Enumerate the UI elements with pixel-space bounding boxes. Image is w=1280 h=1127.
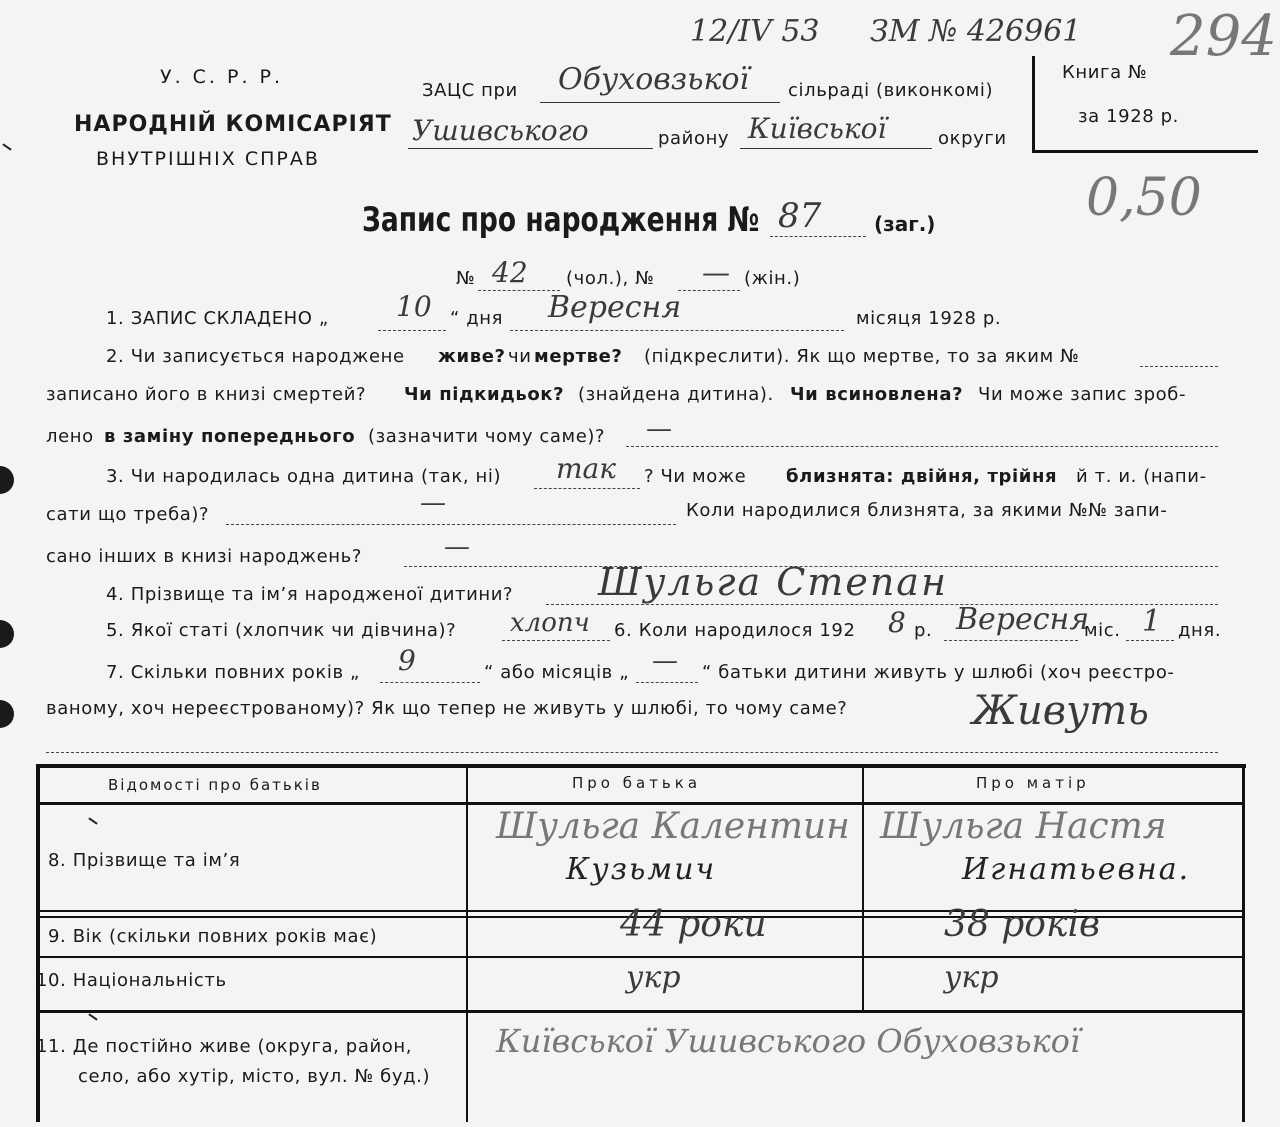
table-row-border bbox=[38, 956, 1244, 958]
residence-handwritten: Київської Ушивського Обуховзької bbox=[496, 1022, 1081, 1060]
q4-label: 4. Прізвище та ім’я народженої дитини? bbox=[106, 584, 514, 605]
mother-name-handwritten: Шульга Настя bbox=[880, 806, 1167, 847]
archive-date-note: 12/IV 53 bbox=[690, 14, 820, 49]
margin-mark bbox=[88, 817, 97, 824]
q3-line1-rest: й т. и. (напи- bbox=[1076, 466, 1207, 487]
q3-other-numbers-answer: — bbox=[444, 532, 470, 562]
row-name-label: 8. Прізвище та ім’я bbox=[48, 850, 241, 871]
table-left-border bbox=[36, 766, 40, 1122]
father-age-handwritten: 44 роки bbox=[620, 904, 767, 945]
q6-year-digit-handwritten: 8 bbox=[888, 606, 906, 639]
book-number-label: Книга № bbox=[1062, 62, 1148, 83]
record-title: Запис про народження № bbox=[362, 200, 760, 240]
father-nationality-handwritten: укр bbox=[626, 960, 681, 995]
margin-mark bbox=[2, 143, 11, 150]
table-header-mother: Про матір bbox=[976, 774, 1090, 792]
q6-day-underline bbox=[1126, 640, 1174, 641]
q3-line3-text: сано інших в книзі народжень? bbox=[46, 546, 363, 567]
council-name-handwritten: Обуховзької bbox=[558, 62, 750, 97]
q2-replacement-underline bbox=[626, 446, 1218, 447]
q7-months-handwritten: — bbox=[652, 646, 678, 676]
female-number-handwritten: — bbox=[702, 256, 730, 289]
table-header-father: Про батька bbox=[572, 774, 702, 792]
record-number-handwritten: 87 bbox=[778, 196, 822, 236]
q2-replacement-answer: — bbox=[646, 414, 672, 444]
q7-underline bbox=[46, 752, 1218, 753]
mother-age-handwritten: 38 років bbox=[944, 904, 1100, 945]
record-number-underline bbox=[770, 236, 866, 237]
q3-single-answer: так bbox=[556, 452, 616, 485]
q7-line2-text: ваному, хоч нереєстрованому)? Як що тепер не живуть у шлюбі, то чому саме? bbox=[46, 698, 848, 719]
q2-alive-option: живе? bbox=[438, 346, 506, 367]
q3-line2-rest: Коли народилися близнята, за якими №№ запи- bbox=[686, 500, 1168, 521]
q2-dead-option: мертве? bbox=[534, 346, 623, 367]
male-number-label: (чол.), № bbox=[566, 268, 655, 289]
q1-day-handwritten: 10 bbox=[396, 290, 432, 323]
q2-line1-text: 2. Чи записується народжене bbox=[106, 346, 405, 367]
binding-hole bbox=[0, 466, 14, 494]
department-title: ВНУТРІШНІХ СПРАВ bbox=[96, 148, 320, 170]
republic-label: У. С. Р. Р. bbox=[160, 66, 284, 88]
margin-note-handwritten: 0,50 bbox=[1086, 168, 1202, 228]
q2-line2-text: записано його в книзі смертей? bbox=[46, 384, 367, 405]
table-header-parents: Відомості про батьків bbox=[108, 776, 322, 794]
q6-month-handwritten: Вересня bbox=[956, 602, 1090, 637]
q5-sex-handwritten: хлопч bbox=[510, 608, 590, 638]
q2-line1-rest: (підкреслити). Як що мертве, то за яким № bbox=[644, 346, 1080, 367]
q1-month-underline bbox=[510, 330, 844, 331]
q6-day-handwritten: 1 bbox=[1142, 604, 1162, 639]
page-number-stamp: 294 bbox=[1170, 4, 1277, 69]
row-nationality-label: 10. Національність bbox=[36, 970, 227, 991]
q3-single-underline bbox=[534, 488, 640, 489]
q1-day-underline bbox=[378, 330, 446, 331]
q3-twins-underline bbox=[226, 524, 676, 525]
okruha-name-handwritten: Київської bbox=[748, 112, 887, 145]
q2-line3-rest: (зазначити чому саме)? bbox=[368, 426, 606, 447]
q7-marriage-answer-handwritten: Живуть bbox=[972, 688, 1149, 734]
book-year-label: за 1928 р. bbox=[1078, 106, 1180, 127]
male-number-handwritten: 42 bbox=[492, 256, 528, 289]
q5-label: 5. Якої статі (хлопчик чи дівчина)? bbox=[106, 620, 457, 641]
district-underline bbox=[408, 148, 653, 149]
q2-line3-text: лено bbox=[46, 426, 94, 447]
q4-child-name-handwritten: Шульга Степан bbox=[598, 560, 948, 604]
row-age-label: 9. Вік (скільки повних років має) bbox=[48, 926, 378, 947]
q2-replacement-question: в заміну попереднього bbox=[104, 426, 356, 447]
table-row-border bbox=[38, 1010, 1244, 1013]
council-underline bbox=[540, 102, 780, 103]
book-box-border bbox=[1032, 56, 1035, 152]
female-number-label: (жін.) bbox=[744, 268, 801, 289]
record-title-suffix: (заг.) bbox=[874, 212, 936, 236]
row-residence-label-cont: село, або хутір, місто, вул. № буд.) bbox=[78, 1066, 431, 1087]
q4-underline bbox=[546, 604, 1218, 605]
q6-day-label: дня. bbox=[1178, 620, 1222, 641]
q5-underline bbox=[502, 640, 610, 641]
okruha-underline bbox=[740, 148, 932, 149]
q6-year-suffix: р. bbox=[914, 620, 933, 641]
q7-line1-text: 7. Скільки повних років „ bbox=[106, 662, 360, 683]
q1-month-label: місяця 1928 р. bbox=[856, 308, 1002, 329]
father-name-handwritten: Шульга Калентин bbox=[496, 806, 850, 847]
table-column-divider bbox=[466, 768, 468, 1122]
row-residence-label: 11. Де постійно живе (округа, район, bbox=[36, 1036, 413, 1057]
q7-months-label: “ або місяців „ bbox=[484, 662, 630, 683]
subnumber-label: № bbox=[456, 268, 476, 289]
book-box-border bbox=[1032, 150, 1258, 153]
q3-twins-question: ? Чи може bbox=[644, 466, 747, 487]
council-suffix: сільраді (виконкомі) bbox=[788, 80, 994, 101]
table-header-border bbox=[38, 802, 1244, 805]
q1-month-handwritten: Вересня bbox=[548, 290, 682, 325]
mother-nationality-handwritten: укр bbox=[944, 960, 999, 995]
q3-twins-options: близнята: двійня, трійня bbox=[786, 466, 1058, 487]
archive-reference-note: ЗМ № 426961 bbox=[870, 14, 1082, 49]
q1-label: 1. ЗАПИС СКЛАДЕНО „ bbox=[106, 308, 329, 329]
q7-years-underline bbox=[380, 682, 480, 683]
q7-line1-rest: “ батьки дитини живуть у шлюбі (хоч реєстро- bbox=[702, 662, 1175, 683]
q3-twins-answer: — bbox=[420, 488, 446, 518]
table-top-border bbox=[36, 764, 1246, 768]
q6-month-label: міс. bbox=[1084, 620, 1121, 641]
q3-line1-text: 3. Чи народилась одна дитина (так, ні) bbox=[106, 466, 502, 487]
table-right-border bbox=[1242, 766, 1245, 1122]
q2-adopted-question: Чи всиновлена? bbox=[790, 384, 964, 405]
q2-death-number-underline bbox=[1140, 366, 1218, 367]
q3-line2-text: сати що треба)? bbox=[46, 504, 210, 525]
female-number-underline bbox=[678, 290, 740, 291]
q7-years-handwritten: 9 bbox=[398, 644, 416, 677]
q6-month-underline bbox=[944, 640, 1078, 641]
okruha-label: округи bbox=[938, 128, 1007, 149]
binding-hole bbox=[0, 620, 14, 648]
q7-months-underline bbox=[636, 682, 698, 683]
zags-prefix: ЗАЦС при bbox=[422, 80, 518, 101]
mother-patronymic-handwritten: Игнатьевна. bbox=[962, 852, 1191, 887]
margin-mark bbox=[88, 1013, 97, 1020]
q2-found-child-text: (знайдена дитина). bbox=[578, 384, 774, 405]
q1-day-label: “ дня bbox=[450, 308, 504, 329]
q2-line2-rest: Чи може запис зроб- bbox=[978, 384, 1187, 405]
father-patronymic-handwritten: Кузьмич bbox=[566, 852, 717, 887]
binding-hole bbox=[0, 700, 14, 728]
q6-label: 6. Коли народилося 192 bbox=[614, 620, 856, 641]
district-label: району bbox=[658, 128, 730, 149]
district-name-handwritten: Ушивського bbox=[412, 114, 589, 147]
q2-foundling-question: Чи підкидьок? bbox=[404, 384, 565, 405]
commissariat-title: НАРОДНІЙ КОМІСАРІЯТ bbox=[74, 112, 392, 137]
q2-or-text: чи bbox=[508, 346, 532, 367]
